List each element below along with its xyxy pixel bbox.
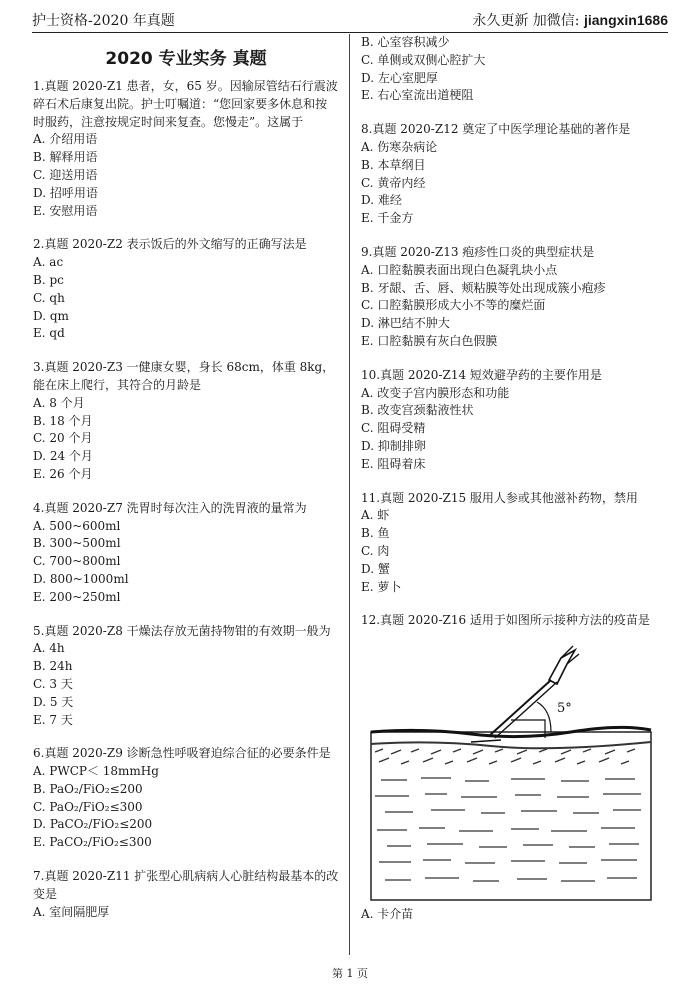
answer-option: A. 室间隔肥厚 (33, 904, 110, 919)
question-block (33, 236, 339, 343)
answer-option: C. qh (33, 290, 65, 305)
answer-option: E. qd (33, 326, 65, 341)
question-block (361, 612, 667, 630)
answer-option: A. 改变子宫内膜形态和功能 (361, 385, 510, 400)
header-contact-id: jiangxin1686 (583, 12, 668, 28)
page-header (32, 4, 668, 33)
header-contact (472, 10, 668, 30)
question-block (33, 359, 339, 484)
answer-option: B. pc (33, 272, 64, 287)
answer-option: D. 蟹 (361, 561, 390, 576)
question-block (33, 623, 339, 730)
answer-option: C. 口腔黏膜形成大小不等的糜烂面 (361, 298, 546, 313)
answer-option: A. 虾 (361, 508, 390, 523)
answer-option: A. 介绍用语 (33, 132, 98, 147)
question-stem: 9.真题 2020-Z13 疱疹性口炎的典型症状是 (361, 244, 595, 259)
question-stem: 12.真题 2020-Z16 适用于如图所示接种方法的疫苗是 (361, 613, 650, 628)
answer-option: B. 鱼 (361, 526, 390, 541)
answer-option: D. 抑制排卵 (361, 438, 426, 453)
answer-option: A. ac (33, 255, 64, 270)
syringe-needle (471, 646, 579, 742)
answer-option: C. 700~800ml (33, 554, 121, 569)
right-question-list (361, 34, 667, 630)
answer-option: D. PaCO₂/FiO₂≤200 (33, 817, 153, 832)
answer-option: E. 26 个月 (33, 466, 93, 481)
answer-option: E. 7 天 (33, 712, 73, 727)
answer-option: B. PaO₂/FiO₂≤200 (33, 781, 143, 796)
answer-option: A. PWCP＜ 18mmHg (33, 764, 159, 779)
answer-option: E. 右心室流出道梗阻 (361, 88, 474, 103)
answer-option: D. 5 天 (33, 694, 74, 709)
answer-option: B. 18 个月 (33, 413, 93, 428)
answer-option: C. 单侧或双侧心腔扩大 (361, 52, 486, 67)
answer-option: B. 本草纲目 (361, 157, 426, 172)
question-stem: 6.真题 2020-Z9 诊断急性呼吸窘迫综合征的必要条件是 (33, 746, 331, 761)
answer-option: C. 迎送用语 (33, 167, 98, 182)
answer-option: D. 难经 (361, 193, 402, 208)
question-stem: 10.真题 2020-Z14 短效避孕药的主要作用是 (361, 367, 602, 382)
answer-option: D. 左心室肥厚 (361, 70, 438, 85)
answer-option: D. 淋巴结不肿大 (361, 316, 450, 331)
question-block (361, 244, 667, 351)
answer-option: A. 500~600ml (33, 518, 121, 533)
question-block (33, 745, 339, 852)
answer-option: B. 牙龈、舌、唇、颊粘膜等处出现成簇小疱疹 (361, 280, 606, 295)
question-stem: 4.真题 2020-Z7 洗胃时每次注入的洗胃液的量常为 (33, 500, 307, 515)
answer-option: C. 3 天 (33, 676, 73, 691)
page-number: 第 1 页 (332, 967, 368, 980)
right-column (361, 34, 667, 924)
answer-option: E. 阻碍着床 (361, 456, 426, 471)
question-block (361, 34, 667, 105)
question-block (33, 78, 339, 220)
figure-answer-option: A. 卡介苗 (361, 907, 414, 922)
answer-option: E. 口腔黏膜有灰白色假膜 (361, 333, 498, 348)
answer-option: B. 改变宫颈黏液性状 (361, 403, 474, 418)
answer-option: E. 安慰用语 (33, 203, 98, 218)
column-divider (349, 34, 350, 955)
left-column (33, 34, 339, 937)
answer-option: C. 20 个月 (33, 431, 93, 446)
answer-option: B. 解释用语 (33, 150, 98, 165)
answer-option: D. 24 个月 (33, 449, 93, 464)
skin-block (371, 732, 651, 900)
question-stem: 1.真题 2020-Z1 患者，女，65 岁。因输尿管结石行震波碎石术后康复出院。护士叮嘱道：“您回家要多休息和按时服药，注意按规定时间来复查。您慢走”。这属于 (33, 79, 338, 129)
answer-option: B. 24h (33, 659, 73, 674)
answer-option: C. PaO₂/FiO₂≤300 (33, 799, 143, 814)
answer-option: B. 300~500ml (33, 536, 121, 551)
answer-option: E. PaCO₂/FiO₂≤300 (33, 835, 152, 850)
question-block (33, 500, 339, 607)
header-title: 护士资格-2020 年真题 (32, 13, 175, 29)
question-stem: 7.真题 2020-Z11 扩张型心肌病病人心脏结构最基本的改变是 (33, 869, 339, 901)
answer-option: D. 招呼用语 (33, 185, 98, 200)
needle-angle-label: 5° (557, 701, 572, 717)
answer-option: C. 阻碍受精 (361, 421, 426, 436)
answer-option: E. 萝卜 (361, 579, 402, 594)
question-stem: 8.真题 2020-Z12 奠定了中医学理论基础的著作是 (361, 122, 631, 137)
answer-option: E. 千金方 (361, 211, 414, 226)
document-title: 2020 专业实务 真题 (105, 49, 267, 69)
injection-figure (361, 640, 667, 902)
answer-option: A. 8 个月 (33, 395, 85, 410)
answer-option: D. 800~1000ml (33, 571, 129, 586)
answer-option: E. 200~250ml (33, 589, 121, 604)
question-block (361, 490, 667, 597)
answer-option: D. qm (33, 308, 69, 323)
question-block (33, 868, 339, 921)
answer-option: A. 口腔黏膜表面出现白色凝乳块小点 (361, 262, 558, 277)
answer-option: C. 黄帝内经 (361, 175, 426, 190)
answer-option: B. 心室容积减少 (361, 35, 450, 49)
answer-option: C. 肉 (361, 543, 390, 558)
left-question-list (33, 78, 339, 921)
question-stem: 11.真题 2020-Z15 服用人参或其他滋补药物，禁用 (361, 490, 638, 505)
header-contact-prefix: 永久更新 加微信: (472, 13, 584, 29)
question-stem: 2.真题 2020-Z2 表示饭后的外文缩写的正确写法是 (33, 237, 307, 252)
answer-option: A. 4h (33, 641, 65, 656)
question-block (361, 367, 667, 474)
question-block (361, 121, 667, 228)
question-stem: 5.真题 2020-Z8 干燥法存放无菌持物钳的有效期一般为 (33, 623, 331, 638)
question-stem: 3.真题 2020-Z3 一健康女婴，身长 68cm，体重 8kg，能在床上爬行，其符合的月龄是 (33, 360, 335, 392)
answer-option: A. 伤寒杂病论 (361, 139, 438, 154)
